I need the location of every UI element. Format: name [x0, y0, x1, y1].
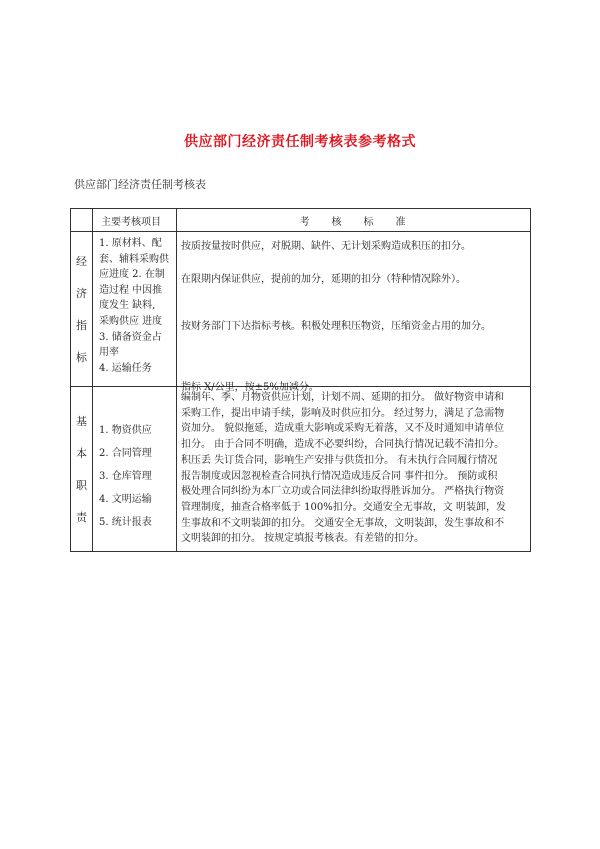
- item-line: 套、辅料采购供: [99, 253, 169, 265]
- category-cell-economic: [71, 232, 93, 387]
- standard-line: 按财务部门下达指标考核。积极处理积压物资，压缩资金占用的加分。: [181, 321, 491, 332]
- header-standard-char: 标: [363, 216, 376, 228]
- item-line: 3. 仓库管理: [99, 471, 152, 482]
- category-char: 济: [76, 287, 87, 300]
- item-line: 度发生 缺料,: [99, 300, 156, 312]
- header-standard-cell: [177, 209, 531, 232]
- standard-line: 在限期内保证供应，提前的加分，延期的扣分（特种情况除外）。: [181, 274, 466, 285]
- assessment-table: [70, 208, 531, 552]
- standards-cell-economic: [177, 232, 531, 393]
- header-standard-char: 核: [331, 216, 344, 228]
- document-title: 供应部门经济责任制考核表参考格式: [184, 134, 416, 150]
- standard-line: 指标 X/公里，按±5%加减分。: [181, 382, 319, 393]
- standard-line: 资加分。 貌似拖延，造成重大影响或采购无着落，又不及时通知申请单位: [181, 423, 505, 435]
- category-char: 指: [76, 319, 87, 332]
- standard-line: 文明装卸的扣分。 按规定填报考核表。有差错的扣分。: [181, 533, 425, 545]
- standard-line: 极处理合同纠纷为本厂立功或合同法律纠纷取得胜诉加分。 严格执行物资: [181, 486, 505, 498]
- category-char: 职: [76, 479, 87, 493]
- table-caption: 供应部门经济责任制考核表: [74, 178, 206, 191]
- table-row: [71, 387, 531, 552]
- category-char: 基: [76, 415, 87, 429]
- standard-line: 扣分。 由于合同不明确，造成不必要纠纷，合同执行情况记载不清扣分。: [181, 439, 505, 451]
- standard-line: 管理制度，抽查合格率低于 100%扣分。交通安全无事故，文 明装卸，发: [181, 501, 506, 513]
- category-char: 责: [76, 511, 87, 525]
- header-standard-char: 准: [395, 216, 408, 228]
- standard-line: 生事故和不文明装卸的扣分。 交通安全无事故，文明装卸，发生事故和不: [181, 517, 505, 529]
- items-cell-economic: [93, 232, 177, 387]
- item-line: 造过程 中因推: [99, 284, 163, 296]
- standards-cell-basic-duties: [177, 387, 531, 552]
- header-standard-char: 考: [299, 216, 312, 228]
- header-item-cell: 主要考核项目: [93, 209, 177, 232]
- item-line: 2. 合同管理: [99, 448, 152, 459]
- item-line: 1. 物资供应: [99, 425, 152, 436]
- item-line: 4. 文明运输: [99, 494, 152, 505]
- items-cell-basic-duties: [93, 387, 177, 552]
- category-char: 标: [76, 351, 87, 364]
- table-header-row: [71, 209, 531, 232]
- item-line: 1. 原材料、配: [99, 238, 162, 249]
- standard-line: 积压丢 失订货合同，影响生产安排与供货扣分。 有未执行合同履行情况: [181, 454, 498, 466]
- item-line: 5. 统计报表: [99, 517, 152, 528]
- standard-line: 编制年、季、月物资供应计划，计划不周、延期的扣分。 做好物资申请和: [181, 392, 505, 403]
- category-char: 经: [76, 255, 87, 268]
- item-line: 4. 运输任务: [99, 362, 152, 374]
- standard-line: 报告制度或因忽视检查合同执行情况造成违反合同 事件扣分。 预防或积: [181, 470, 498, 482]
- category-cell-basic-duties: [71, 387, 93, 552]
- standard-line: 采购工作，提出申请手续，影响及时供应扣分。 经过努力，满足了急需物: [181, 407, 505, 419]
- item-line: 应进度 2. 在制: [99, 269, 165, 281]
- item-line: 用率: [99, 347, 119, 359]
- category-char: 本: [76, 447, 87, 461]
- table-row: [71, 232, 531, 387]
- standard-line: 按质按量按时供应，对脱期、缺件、无计划采购造成积压的扣分。: [181, 241, 471, 252]
- item-line: 采购供应 进度: [99, 315, 163, 327]
- header-blank-cell: [71, 209, 93, 232]
- item-line: 3. 储备资金占: [99, 331, 162, 343]
